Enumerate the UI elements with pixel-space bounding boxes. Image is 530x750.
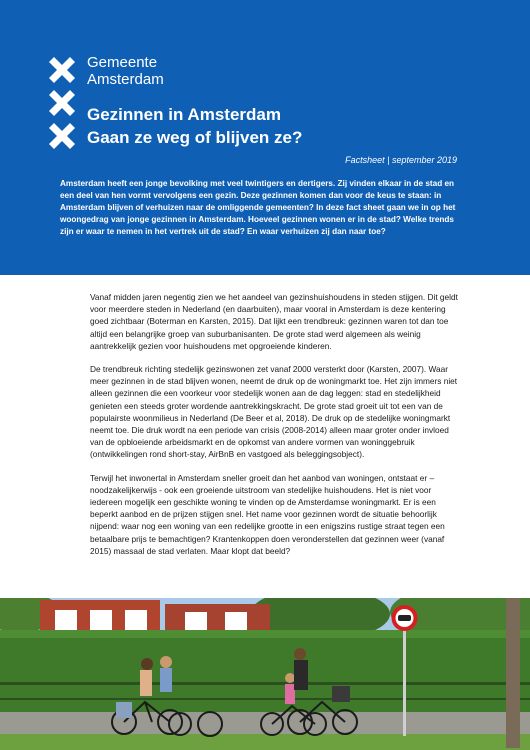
org-line-1: Gemeente (87, 54, 158, 71)
body-text (90, 291, 462, 568)
paragraph-3: Terwijl het inwonertal in Amsterdam sneller groeit dan het aanbod van woningen, ontstaat er – noodzakelijkerwijs - ook een groeiende uitstroom van stedelijke huishoudens. Het is niet voor iedereen mogelijk een geschikte woning te vinden op de Amsterdamse woningmarkt. Er is een beperkt aanbod en de prijzen stijgen snel. Het name voor gezinnen wordt de situatie behoorlijk nijpend: waar nog een woning van een redelijke grootte in een enigszins rustige straat tegen een betaalbare prijs te bemachtigen? Krantenkoppen doen veronderstellen dat gezinnen weer (vanaf 2015) massaal de stad verlaten. Maar klopt dat beeld? (90, 472, 445, 556)
title-line-1: Gezinnen in Amsterdam (87, 105, 281, 124)
saint-andrews-cross-icon (49, 57, 75, 83)
title-line-2: Gaan ze weg of blijven ze? (87, 128, 303, 147)
paragraph-1: Vanaf midden jaren negentig zien we het aandeel van gezinshuishoudens in steden stijgen. Dit geldt voor meerdere steden in Nederland (en daarbuiten), maar vooral in Amsterdam is deze kentering goed zichtbaar (Boterman en Karsten, 2015). Dat lijkt een trendbreuk: gezinnen waren tot dan toe altijd een belangrijke groep van suburbanisanten. De grote stad werd algemeen als weinig aantrekkelijk gezien voor huishoudens met opgroeiende kinderen. (90, 292, 458, 351)
no-cars-sign-icon (392, 605, 418, 631)
saint-andrews-cross-icon (49, 123, 75, 149)
dateline: Factsheet | september 2019 (345, 155, 457, 165)
page-title (87, 103, 302, 149)
paragraph-2: De trendbreuk richting stedelijk gezinswonen zet vanaf 2000 versterkt door (Karsten, 2007). Waar meer gezinnen in de stad blijven wonen, neemt de druk op de woningmarkt toe. Het zijn immers niet alleen gezinnen die een voorkeur voor stedelijk wonen aan de dag leggen: stad en stedelijkheid genieten een steeds groter wordende aantrekkingskracht. De grote stad groeit uit tot een van de populairste woonmilieus in Nederland (De Beer et al, 2018). De druk op de stedelijke woningmarkt neemt toe. Die druk wordt na een periode van crisis (2008-2014) alleen maar groter onder invloed van de opbloeiende arbeidsmarkt en de opkomst van andere vormen van woninggebruik (ontwikkelingen rond short-stay, AirBnB en vastgoed als beleggingsobject). (90, 364, 458, 460)
cycling-family-photo (0, 598, 530, 750)
intro-paragraph: Amsterdam heeft een jonge bevolking met veel twintigers en dertigers. Zij vinden elkaar in de stad en een deel van hen vormt vervolgens een gezin. Deze gezinnen komen dan voor de keus te staan: in Amsterdam blijven of verhuizen naar de omliggende gemeenten? In deze fact sheet gaan we in op het woongedrag van jonge gezinnen in Amsterdam. Hoeveel gezinnen wonen er in de stad? Welke trends zijn er waar te nemen in het vertrek uit de stad? En waar verhuizen zij dan naar toe? (60, 179, 456, 236)
saint-andrews-cross-icon (49, 90, 75, 116)
header-banner (0, 0, 530, 275)
org-line-2: Amsterdam (87, 71, 164, 88)
organisation-name (87, 54, 164, 88)
